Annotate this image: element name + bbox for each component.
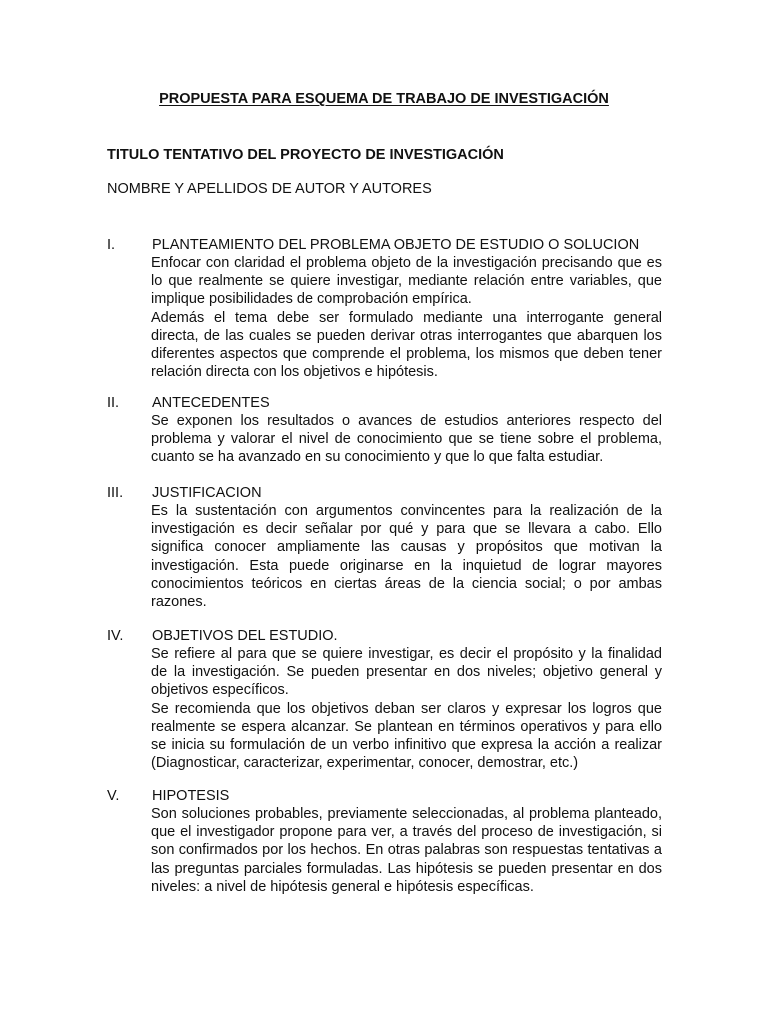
section-justificacion [107, 484, 662, 611]
section-number: III. [107, 485, 124, 501]
section-paragraph: Se recomienda que los objetivos deban ser claros y expresar los logros que realmente se espera alcanzar. Se plantean en términos operativos y para ello se inicia su formulación de un verbo infinitivo que expresa la acción a realizar (Diagnosticar, caracterizar, experimentar, conocer, demostrar, etc.) [151, 700, 662, 772]
section-number: IV. [107, 628, 124, 644]
section-body [151, 412, 662, 467]
section-antecedentes [107, 394, 662, 467]
section-paragraph: Se refiere al para que se quiere investigar, es decir el propósito y la finalidad de la investigación. Se pueden presentar en dos niveles; objetivo general y objetivos específicos. [151, 646, 662, 699]
section-number: I. [107, 237, 116, 253]
section-hipotesis [107, 787, 662, 896]
section-heading [107, 484, 662, 502]
section-paragraph: Enfocar con claridad el problema objeto de la investigación precisando que es lo que realmente se quiere investigar, mediante relación entre variables, que implique posibilidades de comprobación empírica. [151, 255, 662, 308]
section-number: V. [107, 788, 120, 804]
section-title: JUSTIFICACION [152, 485, 262, 501]
section-body [151, 645, 662, 772]
section-heading [107, 394, 662, 412]
section-heading [107, 627, 662, 645]
section-title: ANTECEDENTES [152, 395, 270, 411]
section-paragraph: Son soluciones probables, previamente seleccionadas, al problema planteado, que el investigador propone para ver, a través del proceso de investigación, si son confirmados por los hechos. En otras palabras son respuestas tentativas a las preguntas parciales formuladas. Las hipótesis se pueden presentar en dos niveles: a nivel de hipótesis general e hipótesis específicas. [151, 806, 662, 895]
section-number: II. [107, 395, 120, 411]
authors-line: NOMBRE Y APELLIDOS DE AUTOR Y AUTORES [107, 181, 432, 197]
section-heading [107, 236, 662, 254]
section-paragraph: Además el tema debe ser formulado mediante una interrogante general directa, de las cuales se pueden derivar otras interrogantes que abarquen los diferentes aspectos que comprende el problema, los mismos que deben tener relación directa con los objetivos e hipótesis. [151, 309, 662, 381]
section-heading [107, 787, 662, 805]
section-paragraph: Es la sustentación con argumentos convincentes para la realización de la investigación es decir señalar por qué y para que se llevara a cabo. Ello significa conocer ampliamente las causas y propósitos que motivan la investigación. Esta puede originarse en la inquietud de lograr mayores conocimientos teóricos en ciertas áreas de la ciencia social; o por ambas razones. [151, 503, 662, 611]
section-title: PLANTEAMIENTO DEL PROBLEMA OBJETO DE ESTUDIO O SOLUCION [152, 237, 640, 253]
section-body [151, 805, 662, 896]
section-paragraph: Se exponen los resultados o avances de estudios anteriores respecto del problema y valorar el nivel de conocimiento que se tiene sobre el problema, cuanto se ha avanzado en su conocimiento y que lo que falta estudiar. [151, 413, 662, 466]
section-title: OBJETIVOS DEL ESTUDIO. [152, 628, 338, 644]
document-main-title: PROPUESTA PARA ESQUEMA DE TRABAJO DE INVESTIGACIÓN [159, 91, 609, 107]
section-title: HIPOTESIS [152, 788, 230, 804]
section-body [151, 254, 662, 381]
section-planteamiento [107, 236, 662, 381]
section-body [151, 502, 662, 611]
section-objetivos [107, 627, 662, 772]
tentative-title-heading: TITULO TENTATIVO DEL PROYECTO DE INVESTIGACIÓN [107, 147, 504, 163]
